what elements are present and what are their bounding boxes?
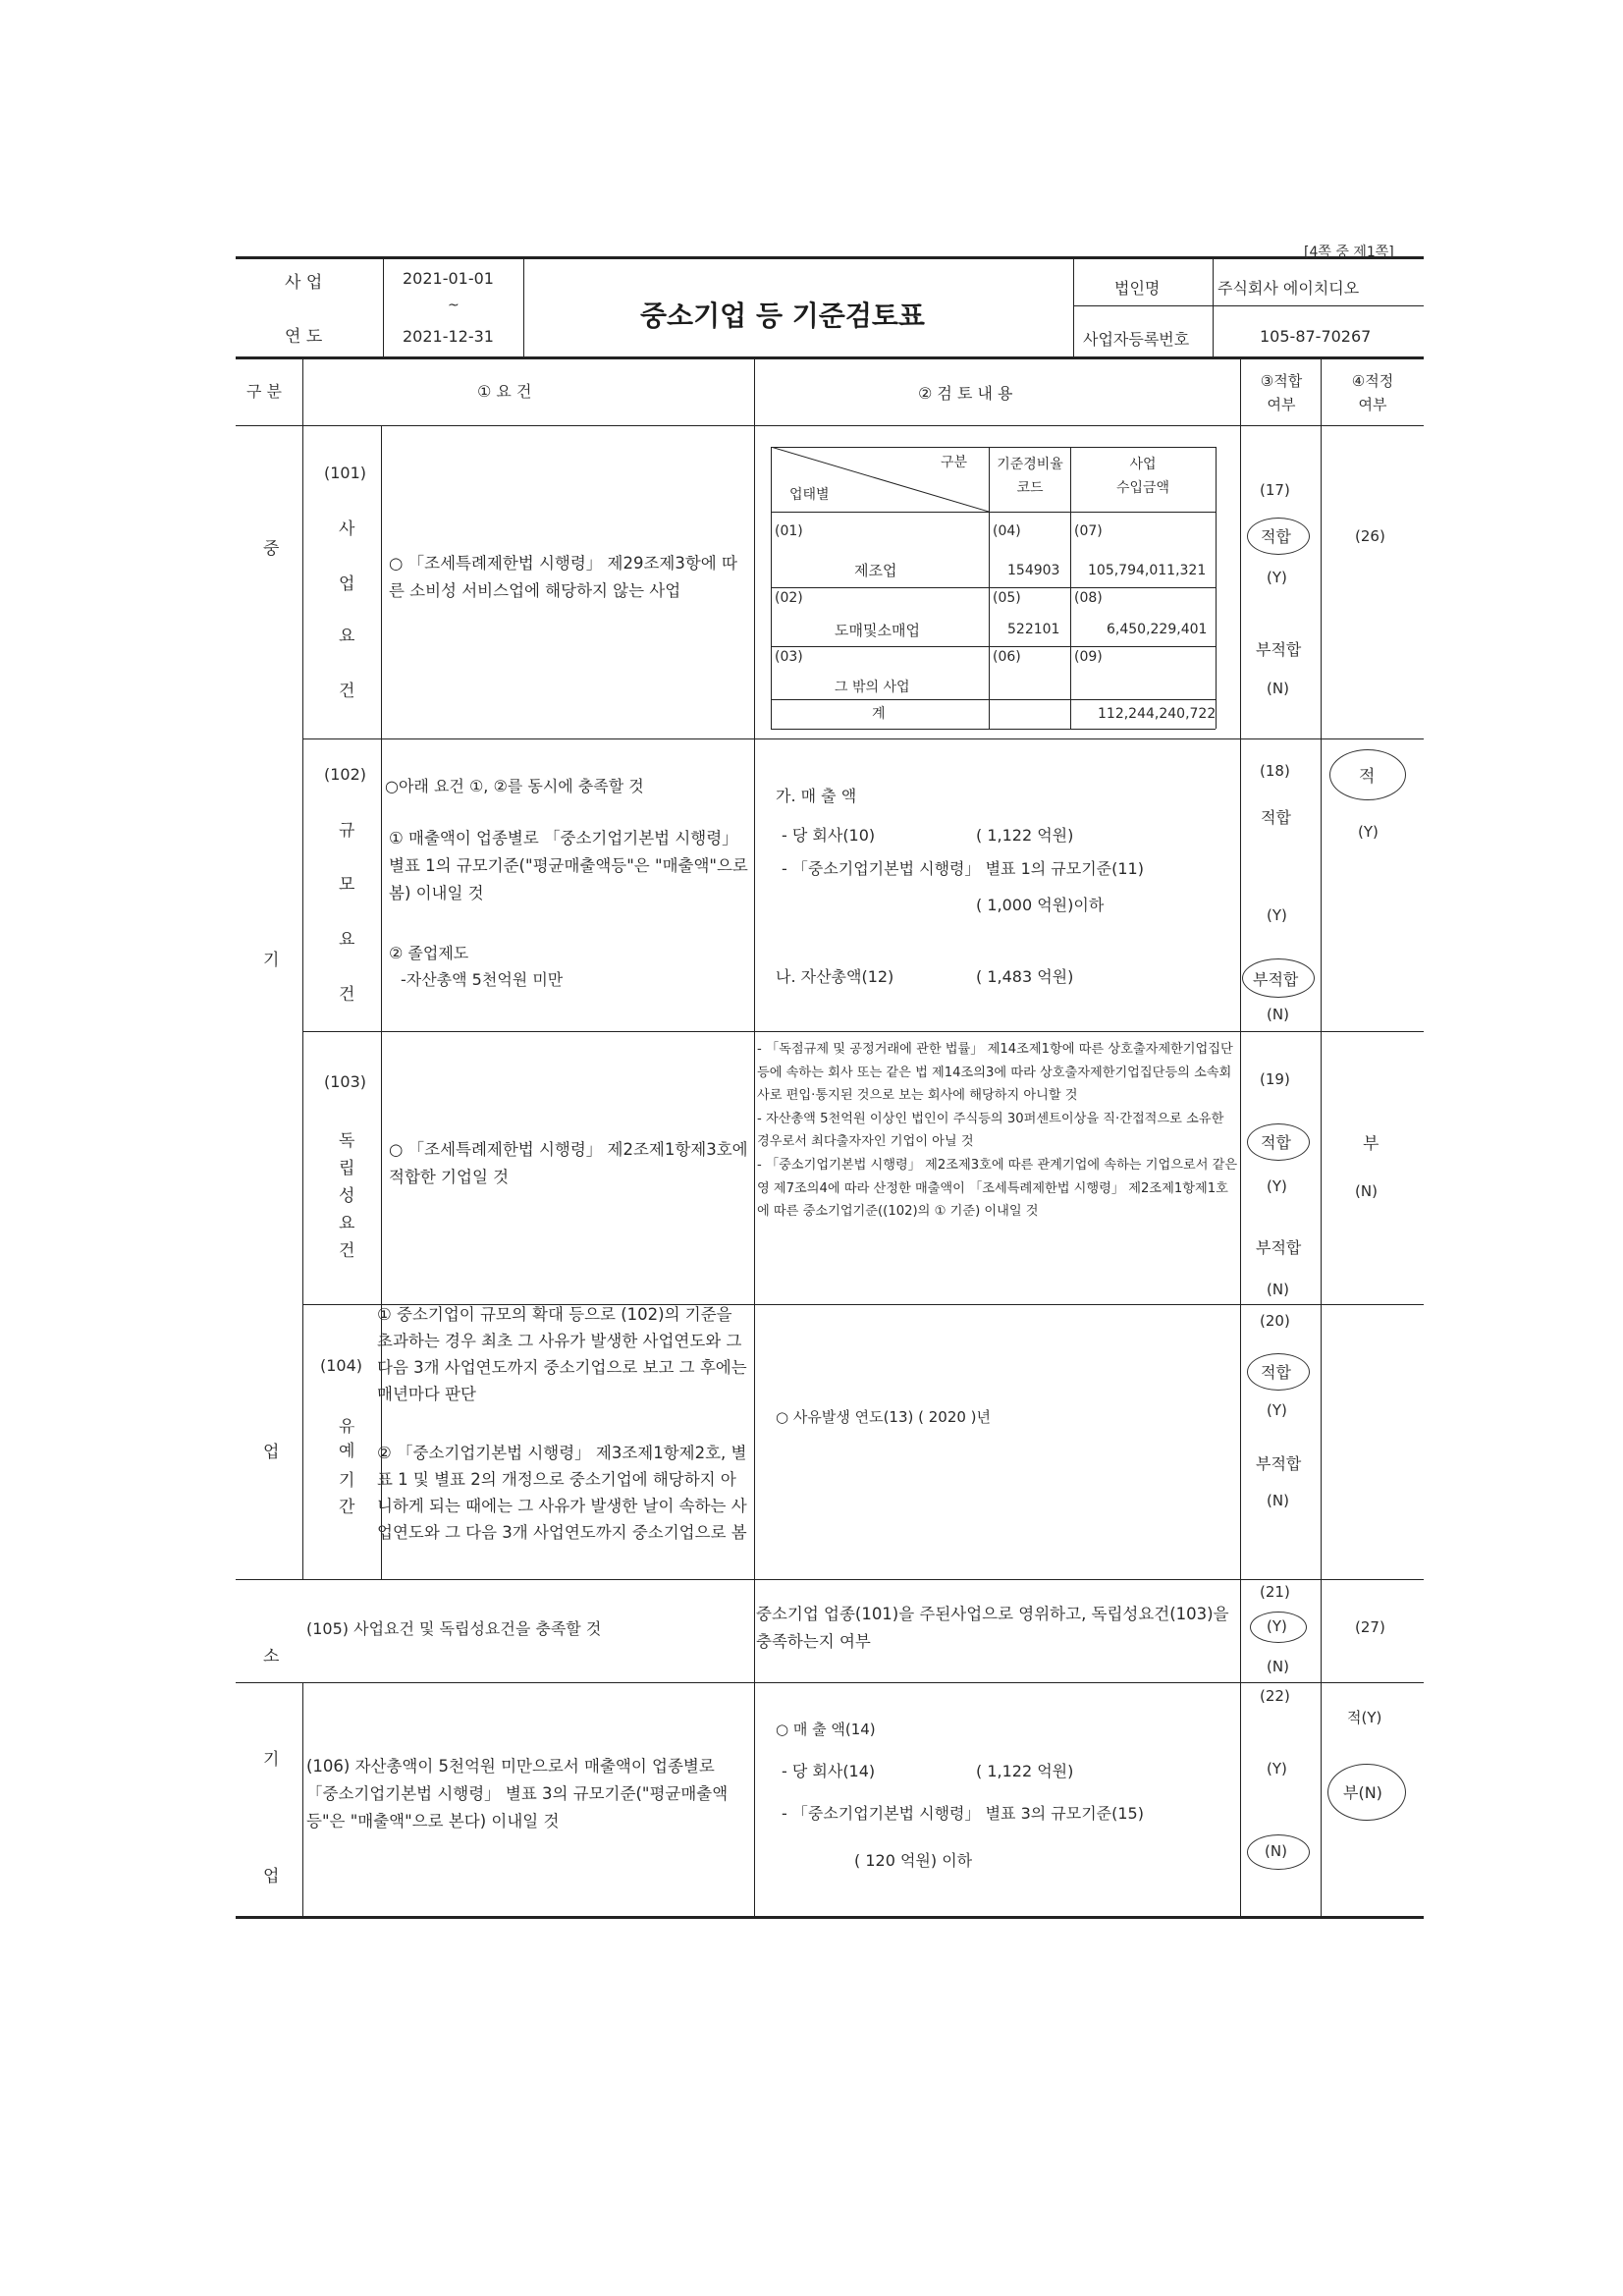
row-103-fit-no: (19) — [1260, 1070, 1290, 1088]
row-101-requirement: ○ 「조세특례제한법 시행령」 제29조제3항에 따른 소비성 서비스업에 해당하지 않는 사업 — [389, 554, 737, 600]
row-104-name-4: 간 — [339, 1498, 355, 1517]
row-102-name-4: 건 — [339, 985, 355, 1005]
line-1-amount-no: (07) — [1074, 523, 1103, 539]
row-103-fit-no-label: 부적합 — [1256, 1238, 1302, 1257]
biz-no-label: 사업자등록번호 — [1083, 330, 1190, 349]
row-104-fit-no: (20) — [1260, 1312, 1290, 1330]
corp-name-label: 법인명 — [1114, 279, 1161, 298]
table-header-kind: 구분 — [941, 455, 968, 470]
row-102-judge-y: (Y) — [1358, 823, 1379, 841]
line-1-name: 제조업 — [854, 562, 897, 579]
row-102-req-2b: -자산총액 5천억원 미만 — [401, 970, 564, 989]
row-101-fit-no-label: 부적합 — [1256, 640, 1302, 659]
form-number: [4쪽 중 제1쪽] — [1304, 245, 1394, 260]
row-103-fit-n: (N) — [1267, 1281, 1289, 1298]
table-header-code: 기준경비율코드 — [997, 457, 1063, 496]
row-102-fit-n: (N) — [1267, 1006, 1289, 1023]
line-3-code-no: (06) — [993, 649, 1021, 665]
row-103-code: (103) — [324, 1072, 367, 1091]
row-102-req-1: ① 매출액이 업종별로 「중소기업기본법 시행령」 별표 1의 규모기준("평균매출액등"은 "매출액"으로 봄) 이내일 것 — [389, 829, 748, 902]
row-106-fit-y: (Y) — [1267, 1760, 1287, 1777]
line-1-amount: 105,794,011,321 — [1088, 563, 1207, 578]
col-category: 구 분 — [246, 382, 282, 401]
row-101-name-1: 사 — [339, 519, 355, 539]
row-102-rev-b-value: ( 1,483 억원) — [976, 967, 1074, 986]
row-102-fit-no: (18) — [1260, 762, 1290, 780]
side-label-3: 업 — [263, 1443, 280, 1462]
line-1-no: (01) — [775, 523, 803, 539]
line-2-code-no: (05) — [993, 590, 1021, 606]
row-102-fit-no-label: 부적합 — [1253, 970, 1299, 989]
row-101-name-2: 업 — [339, 574, 355, 594]
row-106-fit-n: (N) — [1265, 1842, 1287, 1860]
row-103-name-3: 성 — [339, 1186, 355, 1206]
row-103-name-5: 건 — [339, 1241, 355, 1261]
row-106-judge-n: 부(N) — [1343, 1783, 1382, 1802]
row-106-requirement: (106) 자산총액이 5천억원 미만으로서 매출액이 업종별로 「중소기업기본법 시행령」 별표 3의 규모기준("평균매출액등"은 "매출액"으로 본다) 이내일 것 — [306, 1757, 729, 1831]
biz-no: 105-87-70267 — [1260, 327, 1372, 346]
period-separator: ~ — [448, 298, 460, 313]
side-label-1: 중 — [263, 539, 280, 559]
row-104-name-3: 기 — [339, 1471, 355, 1491]
row-102-rev-a: 가. 매 출 액 — [776, 787, 857, 805]
col-fit: ③적합 여부 — [1260, 372, 1303, 413]
row-102-name-3: 요 — [339, 930, 355, 950]
row-102-req-intro: ○아래 요건 ①, ②를 동시에 충족할 것 — [385, 777, 644, 795]
row-102-rev-a1: - 당 회사(10) — [782, 826, 876, 845]
total-label: 계 — [872, 706, 886, 722]
line-3-amount-no: (09) — [1074, 649, 1103, 665]
row-104-code: (104) — [320, 1356, 363, 1375]
row-101-fit-yes: 적합 — [1261, 527, 1291, 546]
line-2-amount: 6,450,229,401 — [1107, 622, 1208, 637]
row-105-fit-no: (21) — [1260, 1583, 1290, 1601]
side-label-4: 소 — [263, 1647, 280, 1667]
row-103-judge-1: 부 — [1363, 1134, 1380, 1154]
row-102-fit-yes: 적합 — [1261, 808, 1291, 827]
row-101-fit-n: (N) — [1267, 680, 1289, 697]
row-104-name-2: 예 — [339, 1442, 355, 1461]
row-105-judge: (27) — [1355, 1618, 1385, 1636]
row-104-req-1: ① 중소기업이 규모의 확대 등으로 (102)의 기준을 초과하는 경우 최초 그 사유가 발생한 사업연도와 그 다음 3개 사업연도까지 중소기업으로 보고 그 후에는 매년마다 판단 — [377, 1305, 747, 1403]
row-102-code: (102) — [324, 765, 367, 784]
row-102-name-2: 모 — [339, 875, 355, 895]
side-label-5: 기 — [263, 1750, 280, 1770]
col-requirement: ① 요 건 — [477, 382, 532, 401]
row-104-fit-n: (N) — [1267, 1492, 1289, 1509]
row-105-review: 중소기업 업종(101)을 주된사업으로 영위하고, 독립성요건(103)을 충족하는지 여부 — [756, 1605, 1229, 1651]
row-104-fit-no-label: 부적합 — [1256, 1454, 1302, 1473]
row-103-fit-y: (Y) — [1267, 1177, 1287, 1195]
row-102-rev-b: 나. 자산총액(12) — [776, 967, 894, 986]
row-104-fit-yes: 적합 — [1261, 1363, 1291, 1382]
line-3-name: 그 밖의 사업 — [835, 680, 910, 695]
table-header-amount: 사업 수입금액 — [1115, 457, 1170, 496]
row-105-fit-n: (N) — [1267, 1658, 1289, 1675]
row-106-rev-2-value: ( 1,122 억원) — [976, 1762, 1074, 1780]
year-label-2: 연 도 — [285, 327, 323, 347]
row-101-code: (101) — [324, 464, 367, 482]
row-105-requirement: (105) 사업요건 및 독립성요건을 충족할 것 — [306, 1619, 602, 1638]
row-106-judge-y: 적(Y) — [1347, 1709, 1382, 1726]
table-header-biz: 업태별 — [789, 487, 830, 503]
line-1-code: 154903 — [1007, 563, 1060, 578]
line-3-no: (03) — [775, 649, 803, 665]
row-101-fit-y: (Y) — [1267, 569, 1287, 586]
row-104-req-2: ② 「중소기업기본법 시행령」 제3조제1항제2호, 별표 1 및 별표 2의 개정으로 중소기업에 해당하지 아니하게 되는 때에는 그 사유가 발생한 날이 속하는 사업연도와 그 다음 3개 사업연도까지 중소기업으로 봄 — [377, 1444, 747, 1542]
row-104-name-1: 유 — [339, 1417, 355, 1437]
row-105-fit-y: (Y) — [1267, 1617, 1287, 1635]
col-judge: ④적정 여부 — [1351, 372, 1394, 413]
form-title: 중소기업 등 기준검토표 — [640, 300, 925, 332]
row-104-review: ○ 사유발생 연도(13) ( 2020 )년 — [776, 1408, 992, 1426]
row-101-judge: (26) — [1355, 527, 1385, 545]
row-103-judge-n: (N) — [1355, 1182, 1378, 1200]
row-102-rev-a2-value: ( 1,000 억원)이하 — [976, 896, 1105, 914]
row-106-rev-3: - 「중소기업기본법 시행령」 별표 3의 규모기준(15) — [782, 1804, 1144, 1823]
row-102-req-2: ② 졸업제도 — [389, 944, 469, 962]
side-label-2: 기 — [263, 951, 280, 970]
line-1-code-no: (04) — [993, 523, 1021, 539]
row-102-fit-y: (Y) — [1267, 906, 1287, 924]
line-2-name: 도매및소매업 — [835, 622, 920, 639]
row-103-name-4: 요 — [339, 1214, 355, 1233]
line-2-code: 522101 — [1007, 622, 1060, 637]
corp-name: 주식회사 에이치디오 — [1217, 279, 1360, 298]
row-106-rev-1: ○ 매 출 액(14) — [776, 1721, 876, 1738]
row-103-fit-yes: 적합 — [1261, 1133, 1291, 1152]
row-103-requirement: ○ 「조세특례제한법 시행령」 제2조제1항제3호에 적합한 기업일 것 — [389, 1140, 748, 1186]
row-103-name-1: 독 — [339, 1131, 355, 1151]
row-102-name-1: 규 — [339, 821, 355, 841]
row-103-review: - 「독점규제 및 공정거래에 관한 법률」 제14조제1항에 따른 상호출자제한기업집단등에 속하는 회사 또는 같은 법 제14조의3에 따라 상호출자제한기업집단등의 소속회사로 편입·통지된 것으로 보는 회사에 해당하지 아니할 것 - 자산총액 5천억원 이상인 법인이 주식등의 30퍼센트이상을 직·간접적으로 소유한 경우로서 최다출자자인 기업이 아닐 것 - 「중소기업기본법 시행령」 제2조제3호에 따른 관계기업에 속하는 기업으로서 같은 영 제7조의4에 따라 산정한 매출액이 「조세특례제한법 시행령」 제2조제1항제1호에 따른 중소기업기준((102)의 ① 기준) 이내일 것 — [757, 1042, 1238, 1220]
line-2-amount-no: (08) — [1074, 590, 1103, 606]
row-101-name-4: 건 — [339, 682, 355, 701]
row-102-rev-a2: - 「중소기업기본법 시행령」 별표 1의 규모기준(11) — [782, 859, 1144, 878]
side-label-6: 업 — [263, 1867, 280, 1886]
row-101-fit-no: (17) — [1260, 481, 1290, 499]
row-106-fit-no: (22) — [1260, 1687, 1290, 1705]
row-106-rev-2: - 당 회사(14) — [782, 1762, 876, 1780]
row-101-name-3: 요 — [339, 627, 355, 646]
total-amount: 112,244,240,722 — [1098, 706, 1217, 722]
col-review: ② 검 토 내 용 — [918, 384, 1013, 403]
period-end: 2021-12-31 — [403, 327, 494, 346]
row-102-judge-1: 적 — [1359, 767, 1376, 787]
row-104-fit-y: (Y) — [1267, 1401, 1287, 1419]
row-106-rev-3-value: ( 120 억원) 이하 — [854, 1851, 973, 1870]
row-102-rev-a1-value: ( 1,122 억원) — [976, 826, 1074, 845]
period-start: 2021-01-01 — [403, 269, 494, 288]
year-label-1: 사 업 — [285, 273, 323, 293]
row-103-name-2: 립 — [339, 1159, 355, 1178]
line-2-no: (02) — [775, 590, 803, 606]
